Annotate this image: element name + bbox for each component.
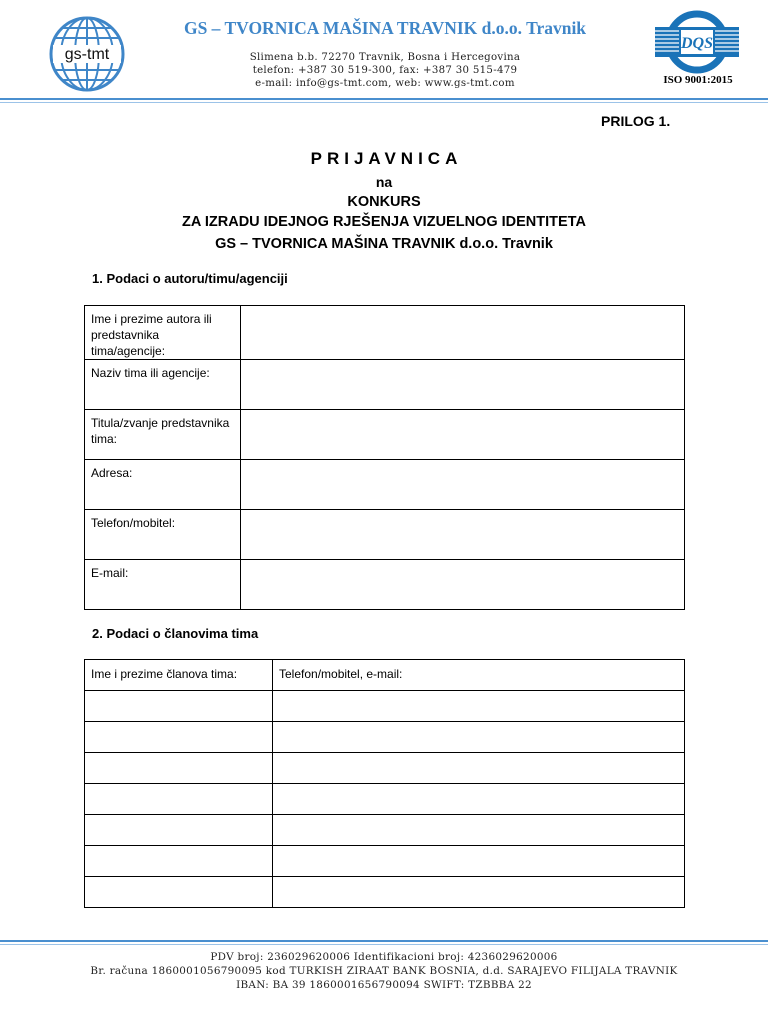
section1-heading: 1. Podaci o autoru/timu/agenciji [92,271,288,286]
table-row [85,510,685,560]
member-contact-cell[interactable] [273,691,685,722]
row-label-email: E-mail: [85,560,241,610]
member-name-cell[interactable] [85,815,273,846]
form-title-purpose: ZA IZRADU IDEJNOG RJEŠENJA VIZUELNOG IDENTITETA [182,214,586,230]
table-row [85,460,685,510]
row-label-team-name: Naziv tima ili agencije: [85,360,241,410]
footer-iban-swift: IBAN: BA 39 1860001656790094 SWIFT: TZBBBA 22 [236,979,532,991]
form-title: PRIJAVNICA [310,149,463,168]
member-contact-cell[interactable] [273,877,685,908]
table-row [85,560,685,610]
member-name-cell[interactable] [85,691,273,722]
gs-tmt-globe-logo [47,14,127,94]
attachment-label: PRILOG 1. [601,113,671,129]
footer-divider-thin [0,944,768,945]
table-row [85,410,685,460]
footer-tax-ids: PDV broj: 236029620006 Identifikacioni broj: 4236029620006 [210,951,558,963]
form-title-na: na [375,174,393,190]
dqs-certification-logo [655,10,739,74]
table-row [85,846,685,877]
row-label-address: Adresa: [85,460,241,510]
table-row [85,360,685,410]
company-title: GS – TVORNICA MAŠINA TRAVNIK d.o.o. Travnik [183,18,587,38]
member-name-cell[interactable] [85,846,273,877]
email-field[interactable] [241,560,685,610]
phone-field[interactable] [241,510,685,560]
member-contact-cell[interactable] [273,846,685,877]
company-email-web: e-mail: info@gs-tmt.com, web: www.gs-tmt.com [255,78,515,89]
svg-text:DQS: DQS [680,35,714,52]
member-name-cell[interactable] [85,784,273,815]
row-label-phone: Telefon/mobitel: [85,510,241,560]
company-phone-fax: telefon: +387 30 519-300, fax: +387 30 515-479 [252,65,518,76]
member-contact-cell[interactable] [273,722,685,753]
member-contact-cell[interactable] [273,784,685,815]
column-header-contact: Telefon/mobitel, e-mail: [273,660,685,691]
footer-divider [0,940,768,942]
member-name-cell[interactable] [85,753,273,784]
header-divider [0,98,768,100]
form-title-company: GS – TVORNICA MAŠINA TRAVNIK d.o.o. Travnik [215,236,553,252]
title-field[interactable] [241,410,685,460]
table-header-row [85,660,685,691]
member-contact-cell[interactable] [273,815,685,846]
member-name-cell[interactable] [85,722,273,753]
team-members-table [84,659,685,908]
iso-certification-label: ISO 9001:2015 [663,74,733,86]
row-label-title: Titula/zvanje predstavnika tima: [85,410,241,460]
address-field[interactable] [241,460,685,510]
table-row [85,753,685,784]
table-row [85,877,685,908]
column-header-member-name: Ime i prezime članova tima: [85,660,273,691]
member-name-cell[interactable] [85,877,273,908]
header-divider-thin [0,102,768,103]
table-row [85,691,685,722]
team-name-field[interactable] [241,360,685,410]
form-title-konkurs: KONKURS [347,194,421,210]
author-name-field[interactable] [241,306,685,360]
company-address: Slimena b.b. 72270 Travnik, Bosna i Hercegovina [249,52,521,63]
table-row [85,784,685,815]
footer-bank-account: Br. računa 1860001056790095 kod TURKISH ZIRAAT BANK BOSNIA, d.d. SARAJEVO FILIJALA TRAVNIK [90,965,678,977]
author-info-table [84,305,685,610]
row-label-author-name: Ime i prezime autora ili predstavnika tima/agencije: [85,306,241,360]
table-row [85,815,685,846]
table-row [85,306,685,360]
svg-text:gs-tmt: gs-tmt [64,46,110,63]
section2-heading: 2. Podaci o članovima tima [92,626,259,641]
member-contact-cell[interactable] [273,753,685,784]
table-row [85,722,685,753]
